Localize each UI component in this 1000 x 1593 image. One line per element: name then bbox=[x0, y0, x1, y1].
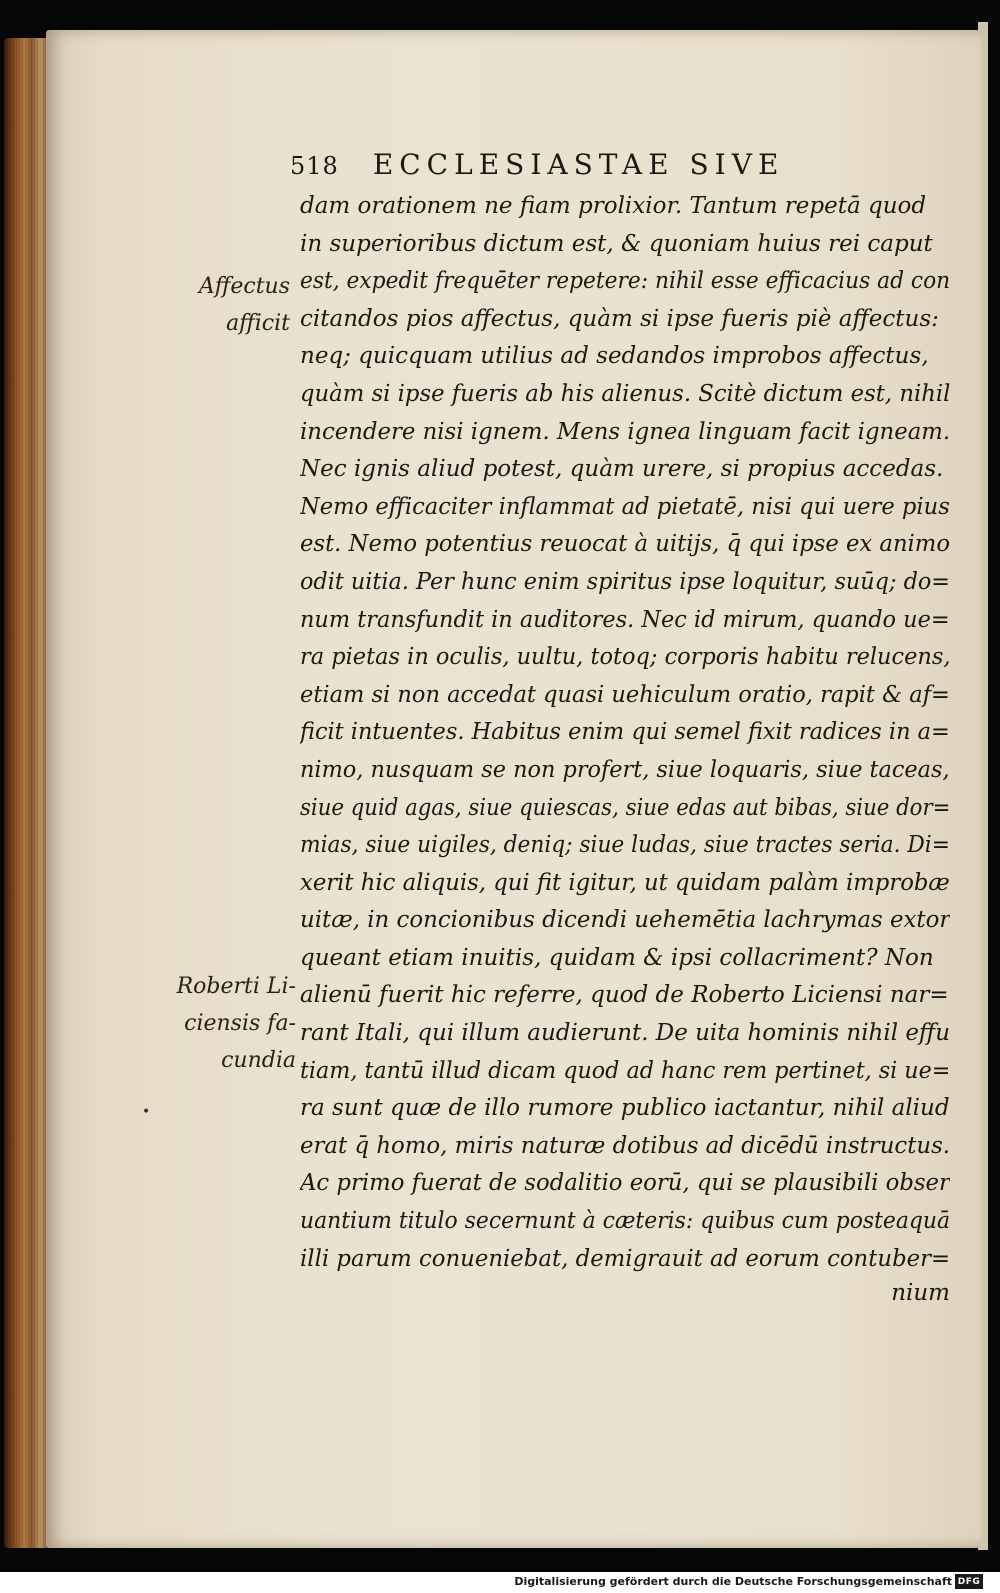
text-line: ra pietas in oculis, uultu, totoq; corporis habitu relucens, bbox=[300, 644, 950, 671]
text-line: ra sunt quæ de illo rumore publico iactantur, nihil aliud bbox=[300, 1095, 950, 1122]
margin-note-line: Affectus bbox=[198, 274, 290, 299]
text-line: num transfundit in auditores. Nec id mirum, quando ue= bbox=[300, 606, 950, 633]
text-line: ficit intuentes. Habitus enim qui semel fixit radices in a= bbox=[300, 719, 950, 746]
text-line: quàm si ipse fueris ab his alienus. Scitè dictum est, nihil bbox=[300, 380, 950, 407]
text-line: uantium titulo secernunt à cæteris: quibus cum posteaquā bbox=[300, 1208, 950, 1235]
text-line: nimo, nusquam se non profert, siue loquaris, siue taceas, bbox=[300, 756, 950, 783]
body-text bbox=[300, 188, 950, 1278]
text-line: erat q̄ homo, miris naturæ dotibus ad dicēdū instructus. bbox=[300, 1132, 950, 1159]
text-line: etiam si non accedat quasi uehiculum oratio, rapit & af= bbox=[300, 681, 950, 708]
text-line: neq; quicquam utilius ad sedandos improbos affectus, bbox=[300, 343, 929, 370]
margin-note-affectus bbox=[160, 268, 290, 342]
text-line: illi parum conueniebat, demigrauit ad eorum contuber= bbox=[300, 1245, 950, 1272]
text-line: est. Nemo potentius reuocat à uitijs, q̄ qui ipse ex animo bbox=[300, 531, 950, 558]
margin-note-line: afficit bbox=[226, 311, 290, 336]
running-title: ECCLESIASTAE SIVE bbox=[372, 148, 785, 181]
margin-note-line: Roberti Li- bbox=[176, 974, 296, 999]
text-line: Nemo efficaciter inflammat ad pietatē, nisi qui uere pius bbox=[300, 493, 950, 520]
text-line: citandos pios affectus, quàm si ipse fueris piè affectus: bbox=[300, 305, 939, 332]
text-line: tiam, tantū illud dicam quod ad hanc rem pertinet, si ue= bbox=[300, 1057, 950, 1084]
dfg-logo: DFG bbox=[955, 1574, 983, 1589]
page-number: 518 bbox=[290, 152, 339, 180]
text-line: in superioribus dictum est, & quoniam huius rei caput bbox=[300, 230, 933, 257]
text-line: queant etiam inuitis, quidam & ipsi collacriment? Non bbox=[300, 944, 934, 971]
text-line: est, expedit frequēter repetere: nihil esse efficacius ad con bbox=[300, 268, 950, 295]
margin-note-line: cundia bbox=[221, 1048, 296, 1073]
text-line: siue quid agas, siue quiescas, siue edas aut bibas, siue dor= bbox=[300, 794, 950, 821]
margin-note-line: ciensis fa- bbox=[184, 1011, 296, 1036]
catchword: nium bbox=[891, 1280, 950, 1306]
stray-ink-mark: • bbox=[142, 1104, 151, 1120]
text-line: rant Itali, qui illum audierunt. De uita hominis nihil effu bbox=[300, 1020, 950, 1047]
text-line: Nec ignis aliud potest, quàm urere, si propius accedas. bbox=[300, 456, 944, 483]
text-line: mias, siue uigiles, deniq; siue ludas, siue tractes seria. Di= bbox=[300, 832, 950, 859]
text-line: xerit hic aliquis, qui fit igitur, ut quidam palàm improbæ bbox=[300, 869, 950, 896]
text-line: incendere nisi ignem. Mens ignea linguam facit igneam. bbox=[300, 418, 950, 445]
margin-note-roberti bbox=[120, 968, 296, 1079]
text-line: alienū fuerit hic referre, quod de Roberto Liciensi nar= bbox=[300, 982, 949, 1009]
text-line: uitæ, in concionibus dicendi uehemētia lachrymas extor bbox=[300, 907, 950, 934]
text-line: dam orationem ne fiam prolixior. Tantum repetā quod bbox=[300, 193, 927, 219]
running-header bbox=[290, 148, 950, 188]
text-line: Ac primo fuerat de sodalitio eorū, qui se plausibili obser bbox=[300, 1170, 950, 1197]
funding-credit: Digitalisierung gefördert durch die Deutsche Forschungsgemeinschaft bbox=[514, 1575, 952, 1588]
text-line: odit uitia. Per hunc enim spiritus ipse loquitur, suūq; do= bbox=[300, 568, 950, 595]
book-fore-edge bbox=[4, 38, 50, 1548]
